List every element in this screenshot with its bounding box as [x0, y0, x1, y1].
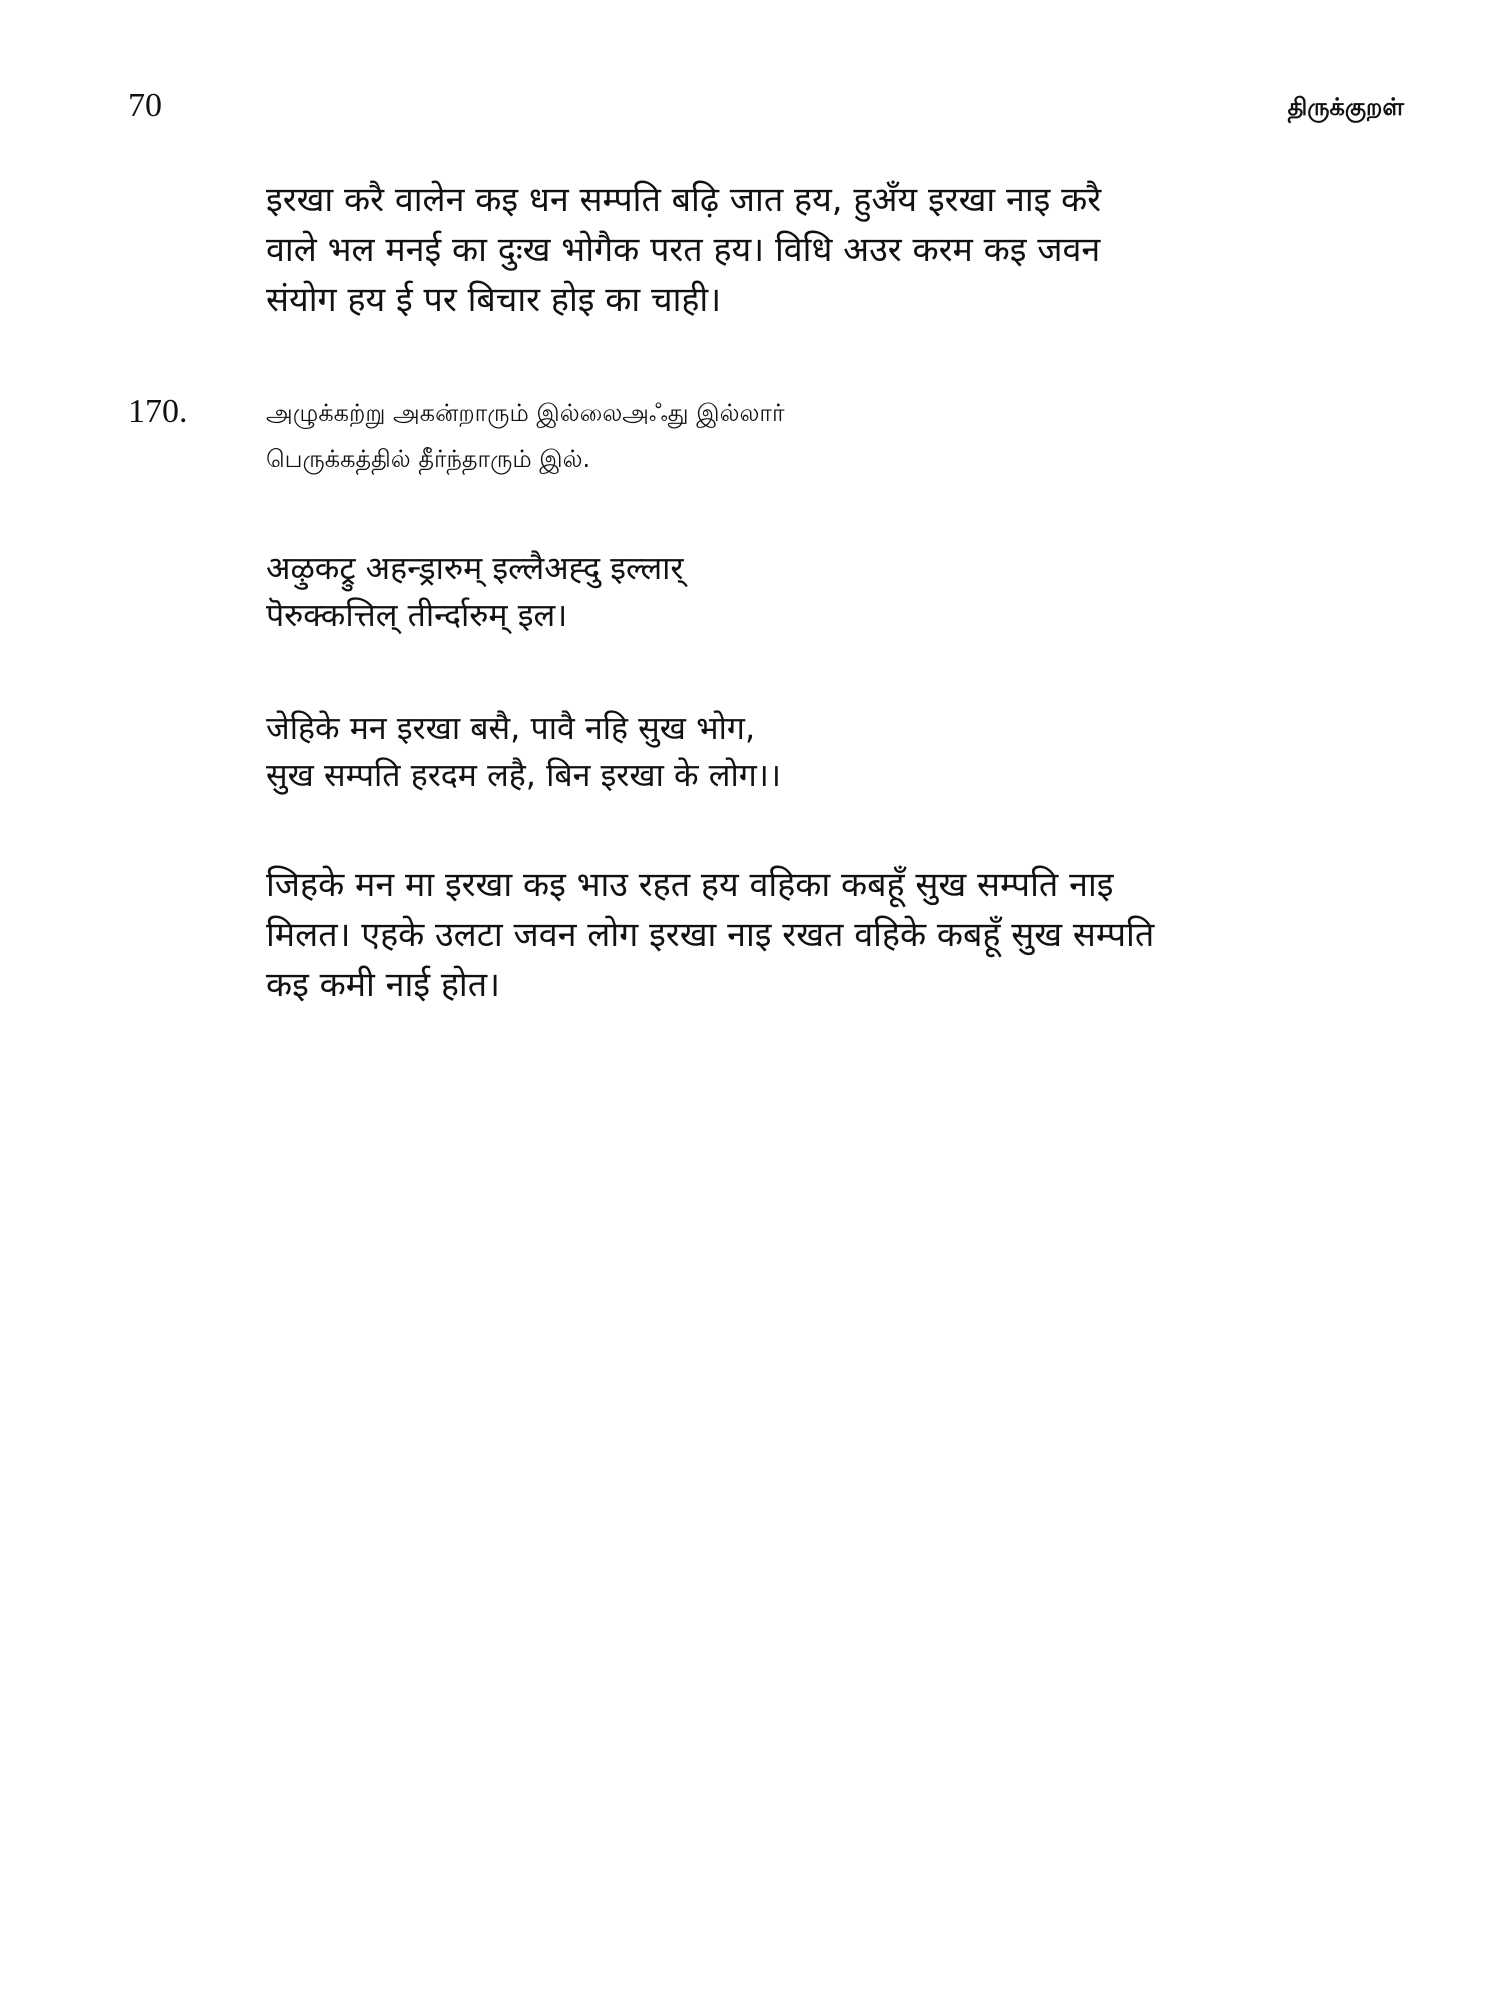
verse-number: 170. — [128, 393, 188, 430]
tamil-verse-line: பெருக்கத்தில் தீர்ந்தாரும் இல். — [266, 445, 591, 473]
running-title: திருக்குறள் — [1287, 93, 1404, 121]
commentary-line: संयोग हय ई पर बिचार होइ का चाही। — [266, 280, 722, 320]
commentary-line: इरखा करै वालेन कइ धन सम्पति बढ़ि जात हय, हुअँय इरखा नाइ करै — [266, 180, 1102, 220]
explanation — [266, 860, 1426, 1010]
transliteration-line: पॆरुक्कत्तिल् तीर्न्दारुम् इल। — [266, 596, 568, 634]
page-number: 70 — [128, 87, 162, 124]
tamil-verse — [266, 390, 1426, 482]
transliteration — [266, 545, 1426, 639]
explanation-line: जिहके मन मा इरखा कइ भाउ रहत हय वहिका कबहूँ सुख सम्पति नाइ — [266, 865, 1114, 905]
explanation-line: मिलत। एहके उलटा जवन लोग इरखा नाइ रखत वहिके कबहूँ सुख सम्पति — [266, 915, 1155, 955]
explanation-line: कइ कमी नाई होत। — [266, 965, 500, 1005]
previous-commentary — [266, 175, 1426, 325]
commentary-line: वाले भल मनई का दुःख भोगैक परत हय। विधि अउर करम कइ जवन — [266, 230, 1101, 270]
doha-line: जेहिके मन इरखा बसै, पावै नहि सुख भोग, — [266, 709, 756, 747]
doha-translation — [266, 705, 1426, 799]
transliteration-line: अऴुकट्रु अहन्ड्रारुम् इल्लैअह्दु इल्लार् — [266, 549, 684, 587]
doha-line: सुख सम्पति हरदम लहै, बिन इरखा के लोग।। — [266, 756, 782, 794]
tamil-verse-line: அழுக்கற்று அகன்றாரும் இல்லைஅஃது இல்லார் — [266, 399, 785, 427]
